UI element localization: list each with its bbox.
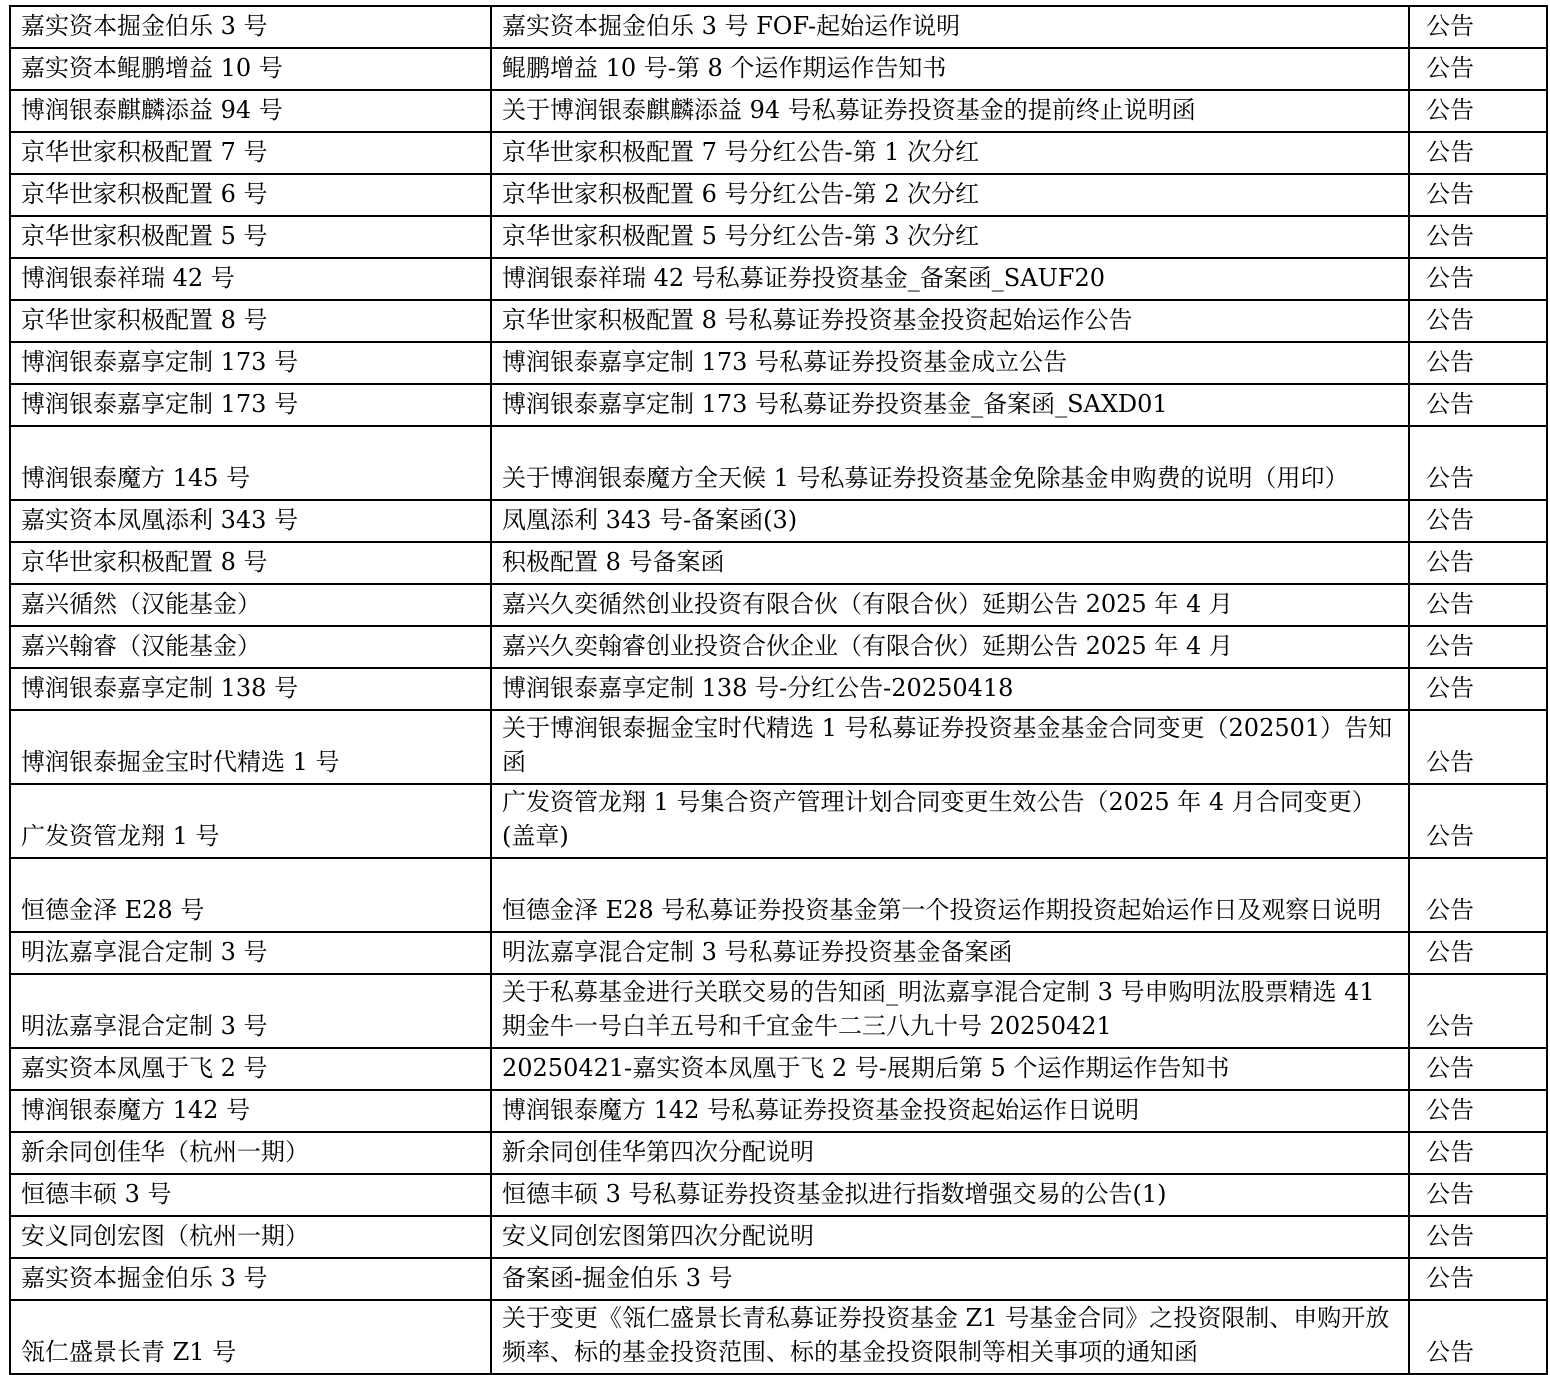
product-cell: 新余同创佳华（杭州一期） <box>10 1132 491 1174</box>
product-cell: 嘉实资本掘金伯乐 3 号 <box>10 1258 491 1300</box>
title-cell: 恒德金泽 E28 号私募证券投资基金第一个投资运作期投资起始运作日及观察日说明 <box>491 858 1409 932</box>
type-cell: 公告 <box>1409 48 1547 90</box>
product-cell: 恒德丰硕 3 号 <box>10 1174 491 1216</box>
table-row <box>10 500 1547 542</box>
type-cell: 公告 <box>1409 974 1547 1048</box>
table-row <box>10 542 1547 584</box>
title-cell: 广发资管龙翔 1 号集合资产管理计划合同变更生效公告（2025 年 4 月合同变更）(盖章) <box>491 784 1409 858</box>
type-cell: 公告 <box>1409 1216 1547 1258</box>
table-row <box>10 216 1547 258</box>
product-cell: 明汯嘉享混合定制 3 号 <box>10 932 491 974</box>
product-cell: 安义同创宏图（杭州一期） <box>10 1216 491 1258</box>
table-row <box>10 6 1547 48</box>
product-cell: 博润银泰魔方 145 号 <box>10 426 491 500</box>
product-cell: 嘉实资本鲲鹏增益 10 号 <box>10 48 491 90</box>
table-row <box>10 1174 1547 1216</box>
table-row <box>10 626 1547 668</box>
title-cell: 嘉实资本掘金伯乐 3 号 FOF-起始运作说明 <box>491 6 1409 48</box>
announcement-table <box>9 5 1548 1375</box>
type-cell: 公告 <box>1409 300 1547 342</box>
type-cell: 公告 <box>1409 584 1547 626</box>
table-row <box>10 426 1547 500</box>
type-cell: 公告 <box>1409 1300 1547 1374</box>
title-cell: 积极配置 8 号备案函 <box>491 542 1409 584</box>
title-cell: 新余同创佳华第四次分配说明 <box>491 1132 1409 1174</box>
table-row <box>10 132 1547 174</box>
type-cell: 公告 <box>1409 1048 1547 1090</box>
type-cell: 公告 <box>1409 500 1547 542</box>
type-cell: 公告 <box>1409 90 1547 132</box>
title-cell: 京华世家积极配置 8 号私募证券投资基金投资起始运作公告 <box>491 300 1409 342</box>
title-cell: 关于博润银泰掘金宝时代精选 1 号私募证券投资基金基金合同变更（202501）告知函 <box>491 710 1409 784</box>
title-cell: 安义同创宏图第四次分配说明 <box>491 1216 1409 1258</box>
title-cell: 京华世家积极配置 6 号分红公告-第 2 次分红 <box>491 174 1409 216</box>
product-cell: 京华世家积极配置 5 号 <box>10 216 491 258</box>
product-cell: 博润银泰祥瑞 42 号 <box>10 258 491 300</box>
type-cell: 公告 <box>1409 1174 1547 1216</box>
product-cell: 京华世家积极配置 6 号 <box>10 174 491 216</box>
product-cell: 瓴仁盛景长青 Z1 号 <box>10 1300 491 1374</box>
title-cell: 京华世家积极配置 7 号分红公告-第 1 次分红 <box>491 132 1409 174</box>
table-row <box>10 1090 1547 1132</box>
table-row <box>10 1216 1547 1258</box>
type-cell: 公告 <box>1409 668 1547 710</box>
table-row <box>10 48 1547 90</box>
table-row <box>10 174 1547 216</box>
table-row <box>10 584 1547 626</box>
title-cell: 博润银泰嘉享定制 173 号私募证券投资基金成立公告 <box>491 342 1409 384</box>
table-row <box>10 1300 1547 1374</box>
table-row <box>10 858 1547 932</box>
title-cell: 鲲鹏增益 10 号-第 8 个运作期运作告知书 <box>491 48 1409 90</box>
type-cell: 公告 <box>1409 426 1547 500</box>
product-cell: 博润银泰麒麟添益 94 号 <box>10 90 491 132</box>
type-cell: 公告 <box>1409 542 1547 584</box>
table-row <box>10 784 1547 858</box>
type-cell: 公告 <box>1409 6 1547 48</box>
type-cell: 公告 <box>1409 1258 1547 1300</box>
product-cell: 博润银泰掘金宝时代精选 1 号 <box>10 710 491 784</box>
table-row <box>10 384 1547 426</box>
table-row <box>10 1048 1547 1090</box>
title-cell: 恒德丰硕 3 号私募证券投资基金拟进行指数增强交易的公告(1) <box>491 1174 1409 1216</box>
type-cell: 公告 <box>1409 784 1547 858</box>
product-cell: 京华世家积极配置 8 号 <box>10 542 491 584</box>
title-cell: 备案函-掘金伯乐 3 号 <box>491 1258 1409 1300</box>
title-cell: 嘉兴久奕翰睿创业投资合伙企业（有限合伙）延期公告 2025 年 4 月 <box>491 626 1409 668</box>
product-cell: 嘉实资本掘金伯乐 3 号 <box>10 6 491 48</box>
table-row <box>10 710 1547 784</box>
product-cell: 博润银泰嘉享定制 173 号 <box>10 342 491 384</box>
type-cell: 公告 <box>1409 1090 1547 1132</box>
product-cell: 嘉兴翰睿（汉能基金） <box>10 626 491 668</box>
type-cell: 公告 <box>1409 384 1547 426</box>
table-row <box>10 1258 1547 1300</box>
product-cell: 京华世家积极配置 8 号 <box>10 300 491 342</box>
type-cell: 公告 <box>1409 626 1547 668</box>
title-cell: 关于私募基金进行关联交易的告知函_明汯嘉享混合定制 3 号申购明汯股票精选 41 期金牛一号白羊五号和千宜金牛二三八九十号 20250421 <box>491 974 1409 1048</box>
title-cell: 京华世家积极配置 5 号分红公告-第 3 次分红 <box>491 216 1409 258</box>
type-cell: 公告 <box>1409 342 1547 384</box>
table-row <box>10 932 1547 974</box>
announcement-table-body <box>10 6 1547 1374</box>
table-row <box>10 1132 1547 1174</box>
type-cell: 公告 <box>1409 1132 1547 1174</box>
table-row <box>10 90 1547 132</box>
type-cell: 公告 <box>1409 932 1547 974</box>
title-cell: 博润银泰魔方 142 号私募证券投资基金投资起始运作日说明 <box>491 1090 1409 1132</box>
title-cell: 关于博润银泰麒麟添益 94 号私募证券投资基金的提前终止说明函 <box>491 90 1409 132</box>
product-cell: 博润银泰嘉享定制 173 号 <box>10 384 491 426</box>
type-cell: 公告 <box>1409 258 1547 300</box>
title-cell: 嘉兴久奕循然创业投资有限合伙（有限合伙）延期公告 2025 年 4 月 <box>491 584 1409 626</box>
title-cell: 明汯嘉享混合定制 3 号私募证券投资基金备案函 <box>491 932 1409 974</box>
product-cell: 嘉兴循然（汉能基金） <box>10 584 491 626</box>
table-row <box>10 258 1547 300</box>
table-row <box>10 974 1547 1048</box>
title-cell: 20250421-嘉实资本凤凰于飞 2 号-展期后第 5 个运作期运作告知书 <box>491 1048 1409 1090</box>
product-cell: 博润银泰嘉享定制 138 号 <box>10 668 491 710</box>
type-cell: 公告 <box>1409 858 1547 932</box>
type-cell: 公告 <box>1409 174 1547 216</box>
table-row <box>10 300 1547 342</box>
title-cell: 博润银泰嘉享定制 173 号私募证券投资基金_备案函_SAXD01 <box>491 384 1409 426</box>
title-cell: 凤凰添利 343 号-备案函(3) <box>491 500 1409 542</box>
title-cell: 关于变更《瓴仁盛景长青私募证券投资基金 Z1 号基金合同》之投资限制、申购开放频率、标的基金投资范围、标的基金投资限制等相关事项的通知函 <box>491 1300 1409 1374</box>
type-cell: 公告 <box>1409 216 1547 258</box>
product-cell: 京华世家积极配置 7 号 <box>10 132 491 174</box>
title-cell: 关于博润银泰魔方全天候 1 号私募证券投资基金免除基金申购费的说明（用印） <box>491 426 1409 500</box>
product-cell: 明汯嘉享混合定制 3 号 <box>10 974 491 1048</box>
type-cell: 公告 <box>1409 710 1547 784</box>
title-cell: 博润银泰祥瑞 42 号私募证券投资基金_备案函_SAUF20 <box>491 258 1409 300</box>
product-cell: 博润银泰魔方 142 号 <box>10 1090 491 1132</box>
product-cell: 恒德金泽 E28 号 <box>10 858 491 932</box>
product-cell: 广发资管龙翔 1 号 <box>10 784 491 858</box>
table-row <box>10 342 1547 384</box>
title-cell: 博润银泰嘉享定制 138 号-分红公告-20250418 <box>491 668 1409 710</box>
product-cell: 嘉实资本凤凰添利 343 号 <box>10 500 491 542</box>
type-cell: 公告 <box>1409 132 1547 174</box>
table-row <box>10 668 1547 710</box>
product-cell: 嘉实资本凤凰于飞 2 号 <box>10 1048 491 1090</box>
